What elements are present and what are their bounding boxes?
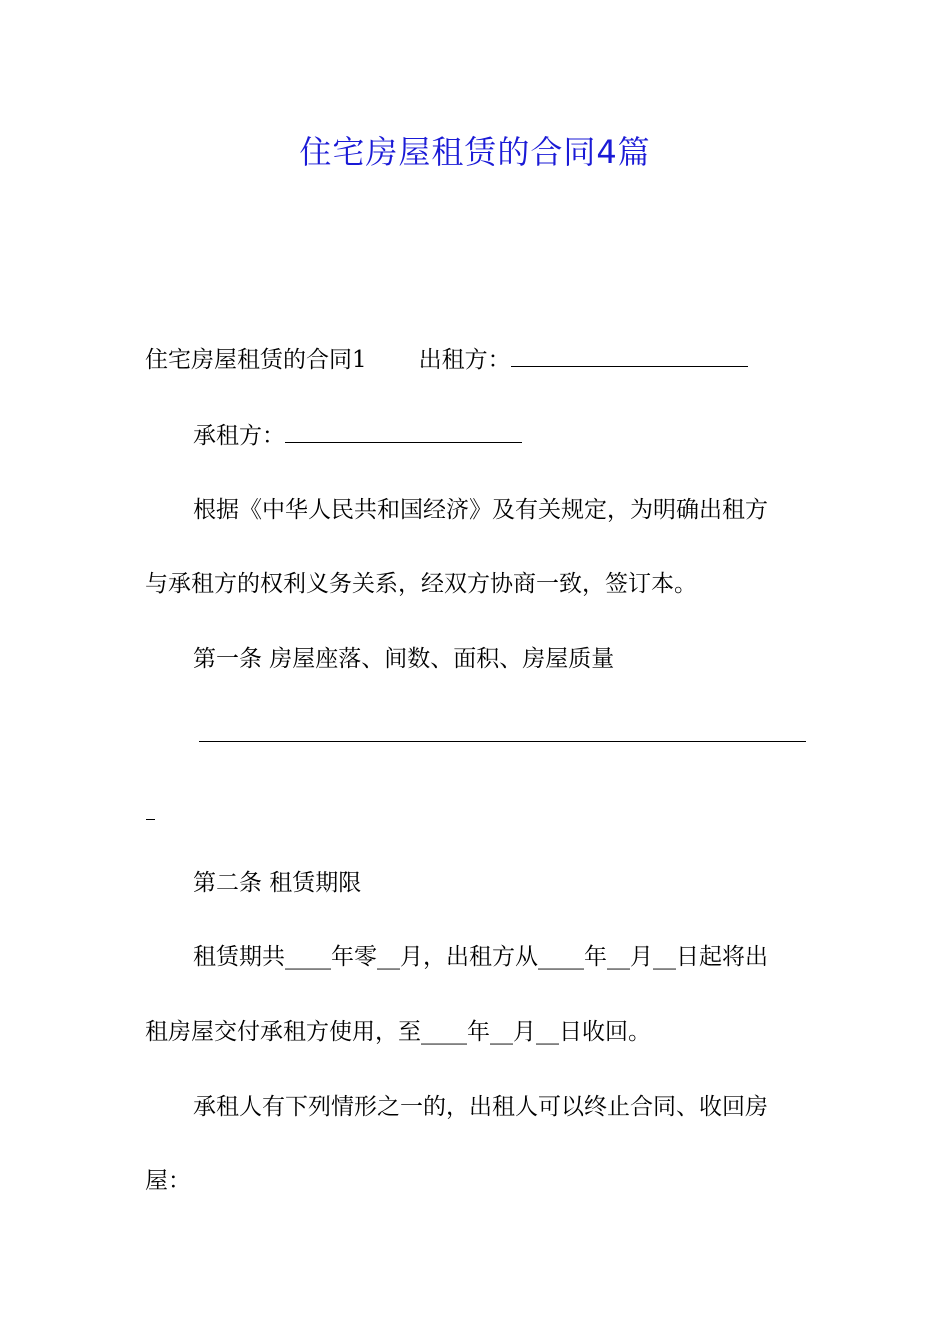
terminate-paragraph-line-1: 承租人有下列情形之一的，出租人可以终止合同、收回房 [193, 1094, 768, 1120]
article-1-heading: 第一条 房屋座落、间数、面积、房屋质量 [193, 646, 615, 672]
lessor-blank [511, 344, 748, 367]
term-paragraph-line-1: 租赁期共____年零__月，出租方从____年__月__日起将出 [193, 944, 768, 970]
lessee-line [193, 419, 823, 453]
lessor-label: 出租方： [418, 347, 511, 373]
document-title: 住宅房屋租赁的合同4篇 [299, 133, 651, 171]
article-1-fill-rule-tail [146, 819, 155, 820]
terminate-paragraph-line-2: 屋： [145, 1168, 191, 1194]
lessee-blank [285, 420, 522, 443]
contract-heading: 住宅房屋租赁的合同1 [145, 347, 367, 373]
article-1-fill-rule [199, 741, 806, 742]
contract-heading-line [145, 343, 825, 377]
basis-paragraph-line-1: 根据《中华人民共和国经济》及有关规定，为明确出租方 [193, 497, 768, 523]
lessee-label: 承租方： [193, 423, 285, 449]
article-2-heading: 第二条 租赁期限 [193, 870, 362, 896]
term-paragraph-line-2: 租房屋交付承租方使用，至____年__月__日收回。 [145, 1019, 651, 1045]
basis-paragraph-line-2: 与承租方的权利义务关系，经双方协商一致，签订本。 [145, 571, 697, 597]
